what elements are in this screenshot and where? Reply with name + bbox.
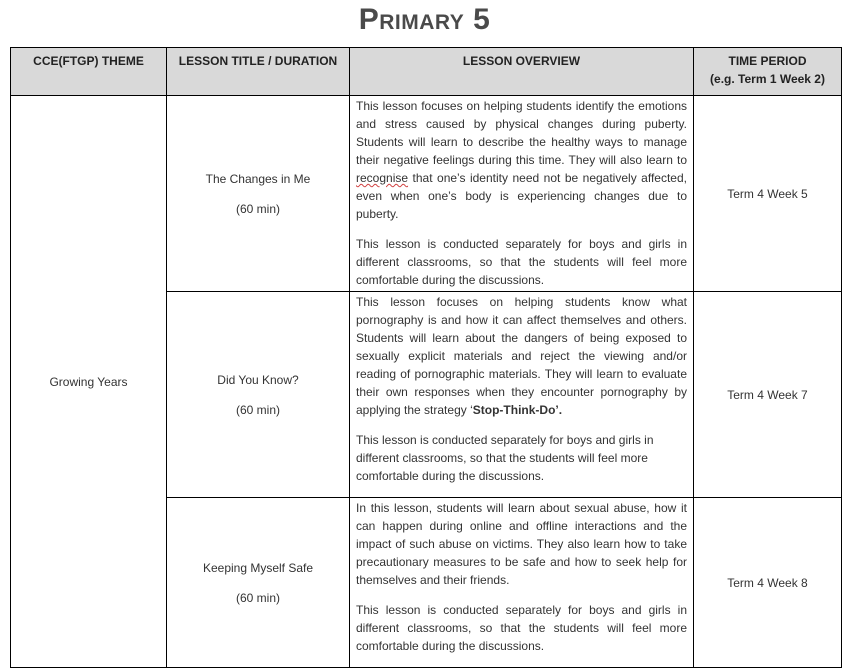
overview-paragraph: This lesson is conducted separately for boys and girls in different classrooms, so that the students will feel more comfortable during the discussions. [356,433,654,483]
lesson-overview-cell [350,292,694,498]
lesson-overview-cell [350,96,694,292]
table-header-row [11,48,842,96]
lesson-table [10,47,842,668]
lesson-title: The Changes in Me [205,171,311,186]
header-time-label: TIME PERIOD [728,54,807,68]
time-period-cell: Term 4 Week 8 [694,498,842,668]
lesson-title: Keeping Myself Safe [202,560,314,575]
overview-paragraph: In this lesson, students will learn about sexual abuse, how it can happen during online and offline interactions and the impact of such abuse on victims. They also learn how to take precautionary measures to be safe and how to seek help for themselves and their friends. [356,501,687,587]
page-title: Primary 5 [358,3,491,36]
header-theme: CCE(FTGP) THEME [11,48,167,96]
overview-text: that one’s identity need not be negatively affected, even when one’s body is experiencing changes due to puberty. [356,171,687,221]
strategy-name: Stop-Think-Do’. [472,403,563,417]
theme-cell: Growing Years [11,96,167,668]
time-period-cell: Term 4 Week 5 [694,96,842,292]
header-time-example: (e.g. Term 1 Week 2) [710,72,825,86]
overview-paragraph [356,293,687,419]
lesson-duration: (60 min) [235,402,280,417]
lesson-duration: (60 min) [235,201,280,216]
lesson-title-cell [167,498,350,668]
spellcheck-word: recognise [356,171,409,185]
overview-paragraph [356,97,687,223]
header-overview: LESSON OVERVIEW [350,48,694,96]
overview-text: This lesson focuses on helping students identify the emotions and stress caused by physical changes during puberty. Students will learn to describe the healthy ways to manage their negative feelings during this time. They will also learn to [356,99,687,167]
overview-paragraph: This lesson is conducted separately for boys and girls in different classrooms, so that the students will feel more comfortable during the discussions. [356,237,687,287]
lesson-overview-cell [350,498,694,668]
lesson-title: Did You Know? [217,372,299,387]
overview-text: This lesson focuses on helping students know what pornography is and how it can affect themselves and others. Students will learn about the dangers of being exposed to sexually explicit materials and reject the viewing and/or reading of pornographic materials. They will learn to evaluate their own responses when they encounter pornography by applying the strategy ‘ [356,295,687,417]
time-period-cell: Term 4 Week 7 [694,292,842,498]
overview-paragraph: This lesson is conducted separately for boys and girls in different classrooms, so that the students will feel more comfortable during the discussions. [356,603,687,653]
table-row [11,96,842,292]
lesson-duration: (60 min) [235,590,280,605]
header-lesson: LESSON TITLE / DURATION [167,48,350,96]
lesson-title-cell [167,96,350,292]
lesson-title-cell [167,292,350,498]
header-time [694,48,842,96]
